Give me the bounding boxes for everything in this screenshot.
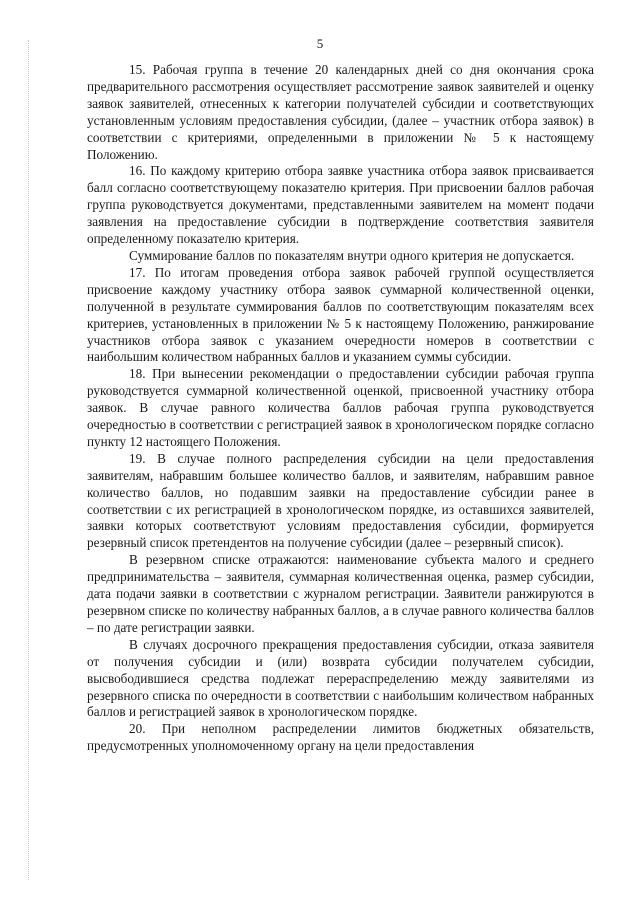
paragraph-18: 18. При вынесении рекомендации о предоставлении субсидии рабочая группа руководствуется суммарной количественной оценкой, присвоенной участнику отбора заявок. В случае равного количества баллов рабочая группа руководствуется очередностью в соответствии с регистрацией заявок в хронологическом порядке согласно пункту 12 настоящего Положения. (87, 366, 594, 449)
paragraph-16: 16. По каждому критерию отбора заявке участника отбора заявок присваивается балл согласно соответствующему показателю критерия. При присвоении баллов рабочая группа руководствуется документами, представленными заявителем на момент подачи заявления на предоставление субсидии в подтверждение соответствия заявителя определенному показателю критерия. (87, 163, 594, 247)
paragraph-19-reserve-list: В резервном списке отражаются: наименование субъекта малого и среднего предпринимательства – заявителя, суммарная количественная оценка, размер субсидии, дата подачи заявки в соответствии с журналом регистрации. Заявители ранжируются в резервном списке по количеству набранных баллов, а в случае равного количества баллов – по дате регистрации заявки. (87, 552, 594, 635)
paragraph-19: 19. В случае полного распределения субсидии на цели предоставления заявителям, набравшим большее количество баллов, и заявителям, набравшим равное количество баллов, но подавшим заявки на предоставление субсидии ранее в соответствии с их регистрацией в хронологическом порядке, из оставшихся заявителей, заявки которых соответствуют условиям предоставления субсидии, формируется резервный список претендентов на получение субсидии (далее – резервный список). (87, 450, 594, 551)
paragraph-17: 17. По итогам проведения отбора заявок рабочей группой осуществляется присвоение каждому участнику отбора заявок суммарной количественной оценки, полученной в результате суммирования баллов по соответствующим показателям всех критериев, установленных в приложении № 5 к настоящему Положению, ранжирование участников отбора заявок с указанием очередности номеров в соответствии с наибольшим количеством набранных баллов и указанием суммы субсидии. (87, 264, 594, 365)
paragraph-19-redistribution: В случаях досрочного прекращения предоставления субсидии, отказа заявителя от получения субсидии и (или) возврата субсидии получателем субсидии, высвободившиеся средства подлежат перераспределению между заявителями из резервного списка по очередности в соответствии с наибольшим количеством набранных баллов и регистрацией заявок в хронологическом порядке. (87, 636, 594, 720)
page-number: 5 (316, 36, 324, 51)
paragraph-20: 20. При неполном распределении лимитов бюджетных обязательств, предусмотренных уполномоченному органу на цели предоставления (87, 721, 594, 754)
paragraph-15: 15. Рабочая группа в течение 20 календарных дней со дня окончания срока предварительного рассмотрения осуществляет рассмотрение заявок заявителей и оценку заявок заявителей, отнесенных к категории получателей субсидии и соответствующих установленным условиям предоставления субсидии, (далее – участник отбора заявок) в соответствии с критериями, определенными в приложении № 5 к настоящему Положению. (87, 62, 594, 162)
left-margin-line (28, 40, 29, 880)
document-body (87, 62, 594, 755)
paragraph-16-note: Суммирование баллов по показателям внутри одного критерия не допускается. (129, 247, 575, 263)
